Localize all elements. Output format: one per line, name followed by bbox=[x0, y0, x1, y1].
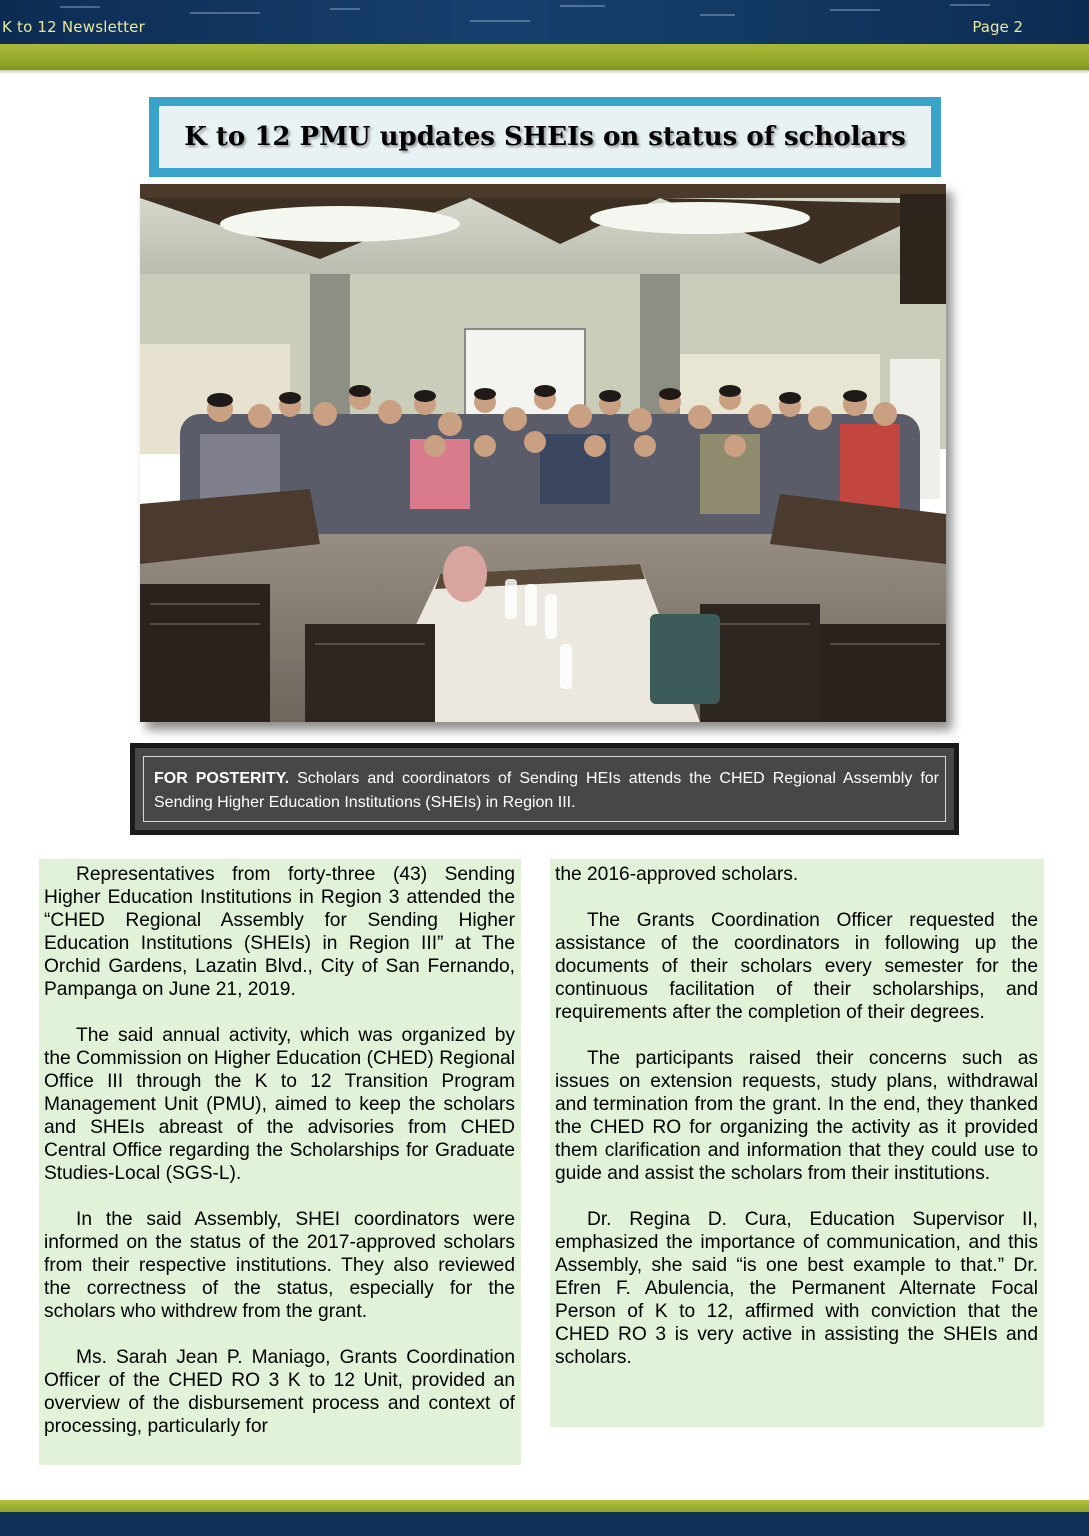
article-paragraph: The said annual activity, which was organized by the Commission on Higher Education (CHED) Regional Office III through the K to 12 Transition Program Management Unit (PMU), aimed to keep the scholars and SHEIs abreast of the advisories from CHED Central Office regarding the Scholarships for Graduate Studies-Local (SGS-L). bbox=[44, 1025, 515, 1184]
article-paragraph: The participants raised their concerns such as issues on extension requests, study plans, withdrawal and termination from the grant. In the end, they thanked the CHED RO for organizing the activity as it provided them clarification and information that they could use to guide and assist the scholars from their institutions. bbox=[555, 1048, 1038, 1184]
texture-speck bbox=[470, 20, 530, 22]
page-number: Page 2 bbox=[972, 18, 1023, 36]
article-paragraph: In the said Assembly, SHEI coordinators were informed on the status of the 2017-approved scholars from their respective institutions. They also reviewed the correctness of the status, especially for the scholars who withdrew from the grant. bbox=[44, 1209, 515, 1322]
article-right-column bbox=[550, 859, 1044, 1427]
newsletter-title: K to 12 Newsletter bbox=[2, 18, 145, 36]
group-photo bbox=[140, 184, 946, 722]
texture-speck bbox=[830, 9, 880, 11]
footer-accent-bar bbox=[0, 1500, 1089, 1512]
texture-speck bbox=[60, 6, 100, 8]
footer-bar bbox=[0, 1512, 1089, 1536]
article-paragraph: Dr. Regina D. Cura, Education Supervisor II, emphasized the importance of communication, and this Assembly, she said “is one best example to that.” Dr. Efren F. Abulencia, the Permanent Alternate Focal Person of K to 12, affirmed with conviction that the CHED RO 3 is very active in assisting the SHEIs and scholars. bbox=[555, 1209, 1038, 1368]
texture-speck bbox=[950, 4, 990, 6]
article-paragraph: Ms. Sarah Jean P. Maniago, Grants Coordination Officer of the CHED RO 3 K to 12 Unit, provided an overview of the disbursement process and context of processing, particularly for bbox=[44, 1347, 515, 1437]
header-accent-bar bbox=[0, 44, 1089, 70]
photo-caption bbox=[143, 756, 946, 822]
article-title-frame bbox=[149, 97, 941, 177]
texture-speck bbox=[190, 12, 260, 14]
header-bar bbox=[0, 0, 1089, 44]
article-left-column bbox=[39, 859, 521, 1465]
article-paragraph: The Grants Coordination Officer requested the assistance of the coordinators in following up the documents of their scholars every semester for the continuous facilitation of their scholarships, and requirements after the completion of their degrees. bbox=[555, 910, 1038, 1023]
article-title-box bbox=[159, 106, 931, 168]
photo-caption-frame bbox=[130, 743, 959, 835]
header-shadow bbox=[0, 70, 1089, 74]
texture-speck bbox=[330, 8, 360, 10]
photo-caption-box bbox=[135, 748, 954, 830]
texture-speck bbox=[560, 5, 605, 7]
group-photo-illustration bbox=[140, 184, 946, 722]
caption-text: Scholars and coordinators of Sending HEIs attends the CHED Regional Assembly for Sending Higher Education Institutions (SHEIs) in Region III. bbox=[154, 770, 939, 811]
texture-speck bbox=[700, 14, 735, 16]
article-paragraph-continuation: the 2016-approved scholars. bbox=[555, 864, 799, 885]
article-paragraph: Representatives from forty-three (43) Sending Higher Education Institutions in Region 3 attended the “CHED Regional Assembly for Sending Higher Education Institutions (SHEIs) in Region III” at The Orchid Gardens, Lazatin Blvd., City of San Fernando, Pampanga on June 21, 2019. bbox=[44, 864, 515, 1000]
article-title: K to 12 PMU updates SHEIs on status of scholars bbox=[184, 122, 906, 152]
caption-lead: FOR POSTERITY. bbox=[154, 770, 290, 787]
